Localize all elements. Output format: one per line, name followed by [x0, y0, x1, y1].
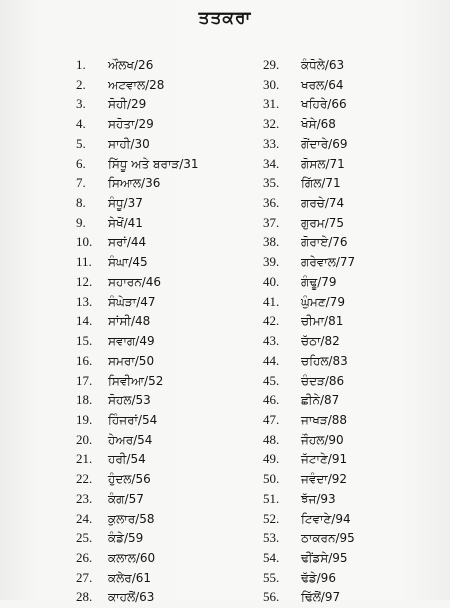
entry-title-page: ਹੁੰਦਲ/56 — [108, 472, 151, 487]
entry-title-page: ਕਲਾਲ/60 — [108, 550, 156, 565]
contents-entry — [263, 75, 355, 95]
entry-title-page: ਗੋਰਾਏ/76 — [301, 235, 348, 250]
contents-entry — [76, 351, 199, 371]
entry-title-page: ਜਾਖੜ/88 — [301, 412, 348, 427]
contents-entry — [263, 232, 355, 252]
entry-number: 20. — [76, 431, 93, 447]
contents-entry — [263, 509, 355, 529]
entry-title-page: ਕੰਗ/57 — [108, 491, 144, 506]
entry-title-page: ਚੰਦੜ/86 — [301, 373, 345, 388]
entry-title-page: ਸਾਹੀ/30 — [108, 136, 150, 151]
entry-title-page: ਟਿਵਾਣੇ/94 — [301, 511, 351, 526]
entry-number: 52. — [263, 510, 280, 526]
entry-number: 43. — [263, 333, 280, 349]
entry-title-page: ਖਰਲ/64 — [301, 77, 344, 92]
entry-title-page: ਹੇਅਰ/54 — [108, 432, 153, 447]
entry-title-page: ਝੱਜ/93 — [301, 491, 336, 506]
contents-entry — [263, 331, 355, 351]
entry-number: 47. — [263, 411, 280, 427]
contents-entry — [263, 311, 355, 331]
entry-number: 14. — [76, 313, 93, 329]
contents-entry — [76, 469, 199, 489]
entry-number: 22. — [76, 471, 93, 487]
entry-title-page: ਜਵੰਦਾ/92 — [301, 472, 348, 487]
entry-title-page: ਅਟਵਾਲ/28 — [108, 77, 165, 92]
entry-title-page: ਸਹਾਰਨ/46 — [108, 274, 162, 289]
contents-entry — [263, 449, 355, 469]
entry-title-page: ਖੋਸੇ/68 — [301, 117, 336, 132]
entry-number: 38. — [263, 234, 280, 250]
contents-entry — [76, 232, 199, 252]
entry-title-page: ਸਿੱਧੂ ਅਤੇ ਬਰਾੜ/31 — [108, 156, 199, 171]
entry-title-page: ਢੱਡੇ/96 — [301, 570, 336, 585]
entry-number: 40. — [263, 273, 280, 289]
entry-title-page: ਜੱਟਾਣੇ/91 — [301, 452, 348, 467]
entry-number: 15. — [76, 333, 93, 349]
entry-number: 4. — [76, 116, 86, 132]
contents-entry — [76, 154, 199, 174]
entry-title-page: ਗੰਢੂ/79 — [301, 274, 337, 289]
contents-entry — [263, 528, 355, 548]
contents-entry — [263, 252, 355, 272]
entry-number: 30. — [263, 76, 280, 92]
entry-title-page: ਗਿੱਲ/71 — [301, 176, 341, 191]
contents-entry — [76, 213, 199, 233]
entry-title-page: ਚੱਠਾ/82 — [301, 334, 340, 349]
entry-number: 11. — [76, 254, 92, 270]
contents-entry — [263, 430, 355, 450]
entry-title-page: ਛੀਨੇ/87 — [301, 393, 340, 408]
entry-title-page: ਕੰਡੇ/59 — [108, 531, 144, 546]
entry-number: 55. — [263, 569, 280, 585]
entry-title-page: ਸਰਾਂ/44 — [108, 235, 147, 250]
entry-number: 19. — [76, 411, 93, 427]
contents-entry — [76, 331, 199, 351]
entry-title-page: ਗਰੇਵਾਲ/77 — [301, 255, 356, 270]
contents-entry — [76, 134, 199, 154]
contents-entry — [263, 154, 355, 174]
contents-entry — [76, 548, 199, 568]
entry-title-page: ਗੁਰਮ/75 — [301, 215, 345, 230]
entry-title-page: ਢਿੱਲੋਂ/97 — [301, 590, 341, 605]
entry-title-page: ਚਹਿਲ/83 — [301, 353, 348, 368]
contents-entry — [76, 410, 199, 430]
entry-number: 56. — [263, 589, 280, 605]
entry-title-page: ਜੌਹਲ/90 — [301, 432, 344, 447]
contents-entry — [263, 272, 355, 292]
entry-number: 51. — [263, 490, 280, 506]
contents-entry — [76, 252, 199, 272]
contents-entry — [76, 292, 199, 312]
entry-title-page: ਸਮਰਾ/50 — [108, 353, 155, 368]
entry-number: 27. — [76, 569, 93, 585]
entry-number: 42. — [263, 313, 280, 329]
contents-entry — [76, 587, 199, 607]
contents-entry — [263, 213, 355, 233]
entry-title-page: ਗੋਸਲ/71 — [301, 156, 345, 171]
entry-title-page: ਕਾਹਲੋਂ/63 — [108, 590, 155, 605]
entry-number: 46. — [263, 392, 280, 408]
entry-title-page: ਢੀਂਡਸੇ/95 — [301, 550, 348, 565]
entry-title-page: ਹਿੰਜਰਾਂ/54 — [108, 412, 158, 427]
contents-entry — [76, 114, 199, 134]
entry-number: 16. — [76, 352, 93, 368]
entry-number: 39. — [263, 254, 280, 270]
page-title: ਤਤਕਰਾ — [198, 8, 252, 28]
entry-number: 3. — [76, 96, 86, 112]
entry-title-page: ਸਿਆਲ/36 — [108, 176, 161, 191]
entry-number: 36. — [263, 195, 280, 211]
entry-number: 12. — [76, 273, 93, 289]
entry-title-page: ਗਰਚੇ/74 — [301, 196, 345, 211]
entry-number: 44. — [263, 352, 280, 368]
entry-number: 1. — [76, 57, 86, 72]
entry-number: 6. — [76, 155, 86, 171]
contents-column-left — [76, 55, 199, 607]
entry-number: 24. — [76, 510, 93, 526]
entry-number: 26. — [76, 549, 93, 565]
contents-entry — [263, 371, 355, 391]
entry-title-page: ਹਰੀ/54 — [108, 452, 146, 467]
entry-title-page: ਸੰਘਾ/45 — [108, 255, 148, 270]
entry-number: 48. — [263, 431, 280, 447]
contents-entry — [76, 430, 199, 450]
contents-entry — [263, 173, 355, 193]
entry-number: 50. — [263, 471, 280, 487]
entry-number: 31. — [263, 96, 280, 112]
contents-entry — [76, 173, 199, 193]
entry-title-page: ਕੁਲਾਰ/58 — [108, 511, 155, 526]
contents-entry — [263, 587, 355, 607]
contents-entry — [76, 568, 199, 588]
contents-entry — [76, 390, 199, 410]
entry-number: 28. — [76, 589, 93, 605]
contents-entry — [76, 94, 199, 114]
entry-title-page: ਸੰਘੇੜਾ/47 — [108, 294, 156, 309]
entry-title-page: ਸੇਖੋਂ/41 — [108, 215, 143, 230]
contents-entry — [263, 390, 355, 410]
contents-entry — [263, 489, 355, 509]
entry-title-page: ਸੋਹਲ/53 — [108, 393, 151, 408]
entry-number: 21. — [76, 451, 93, 467]
contents-entry — [76, 193, 199, 213]
entry-number: 25. — [76, 530, 93, 546]
entry-title-page: ਸਹੋਤਾ/29 — [108, 117, 154, 132]
entry-number: 35. — [263, 175, 280, 191]
contents-entry — [263, 568, 355, 588]
entry-title-page: ਸਾਂਸੀ/48 — [108, 314, 151, 329]
entry-number: 18. — [76, 392, 93, 408]
entry-number: 54. — [263, 549, 280, 565]
contents-entry — [76, 528, 199, 548]
entry-number: 45. — [263, 372, 280, 388]
entry-title-page: ਖਹਿਰੇ/66 — [301, 97, 347, 112]
contents-entry — [263, 55, 355, 75]
entry-title-page: ਠਾਕਰਨ/95 — [301, 531, 355, 546]
contents-entry — [263, 410, 355, 430]
contents-entry — [76, 55, 199, 75]
entry-number: 7. — [76, 175, 86, 191]
entry-number: 9. — [76, 214, 86, 230]
contents-entry — [263, 292, 355, 312]
contents-entry — [263, 548, 355, 568]
contents-entry — [263, 114, 355, 134]
entry-title-page: ਚੀਮਾ/81 — [301, 314, 344, 329]
entry-number: 8. — [76, 195, 86, 211]
contents-entry — [76, 371, 199, 391]
contents-column-right — [263, 55, 355, 607]
entry-number: 29. — [263, 57, 280, 72]
contents-entry — [263, 193, 355, 213]
entry-number: 17. — [76, 372, 93, 388]
entry-number: 49. — [263, 451, 280, 467]
entry-number: 23. — [76, 490, 93, 506]
contents-entry — [76, 449, 199, 469]
contents-entry — [263, 469, 355, 489]
contents-entry — [76, 509, 199, 529]
contents-entry — [76, 272, 199, 292]
entry-title-page: ਕੰਧੋਲੇ/63 — [301, 58, 345, 72]
contents-entry — [76, 489, 199, 509]
entry-number: 37. — [263, 214, 280, 230]
entry-number: 2. — [76, 76, 86, 92]
entry-number: 13. — [76, 293, 93, 309]
entry-title-page: ਘੁੰਮਣ/79 — [301, 294, 345, 309]
entry-number: 32. — [263, 116, 280, 132]
entry-title-page: ਔਲਖ/26 — [108, 58, 154, 72]
entry-number: 5. — [76, 135, 86, 151]
contents-entry — [263, 94, 355, 114]
entry-title-page: ਸੋਹੀ/29 — [108, 97, 147, 112]
entry-number: 53. — [263, 530, 280, 546]
contents-entry — [76, 311, 199, 331]
entry-title-page: ਗੋਂਦਾਰੇ/69 — [301, 136, 348, 151]
contents-entry — [263, 134, 355, 154]
entry-number: 10. — [76, 234, 93, 250]
entry-number: 41. — [263, 293, 280, 309]
entry-number: 34. — [263, 155, 280, 171]
entry-title-page: ਸਿਵੀਆ/52 — [108, 373, 164, 388]
entry-number: 33. — [263, 135, 280, 151]
entry-title-page: ਸਵਾਗ/49 — [108, 334, 155, 349]
entry-title-page: ਕਲੇਰ/61 — [108, 570, 152, 585]
contents-entry — [263, 351, 355, 371]
contents-entry — [76, 75, 199, 95]
entry-title-page: ਸੰਧੂ/37 — [108, 196, 143, 211]
